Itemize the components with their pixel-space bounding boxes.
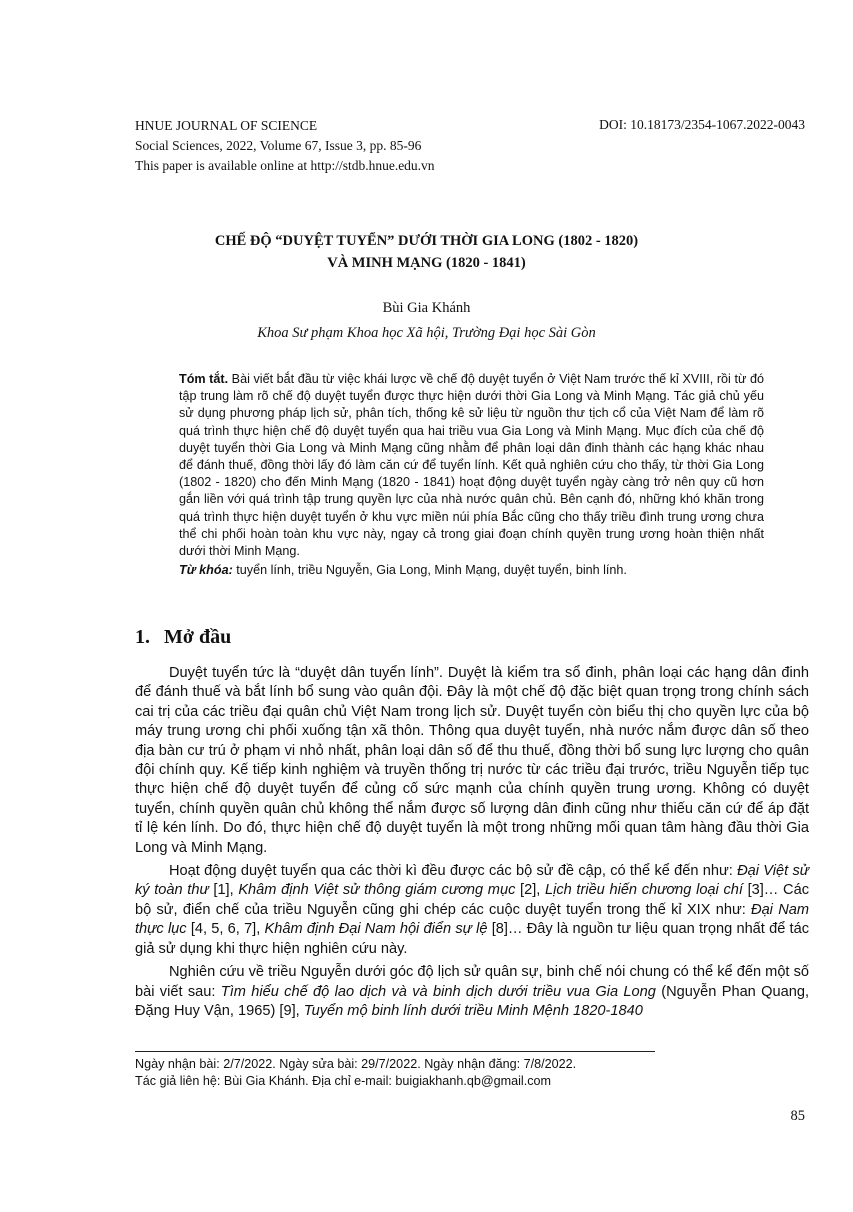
citation-title: Lịch triều hiến chương loại chí xyxy=(544,882,743,899)
section-title: Mở đầu xyxy=(164,626,232,648)
affiliation: Khoa Sư phạm Khoa học Xã hội, Trường Đại học Sài Gòn xyxy=(257,325,596,341)
paragraph-2: Hoạt động duyệt tuyển qua các thời kì đều được các bộ sử đề cập, có thể kể đến như: Đại Việt sử ký toàn thư [1], Khâm định Việt sử thông giám cương mục [2], Lịch triều hiến chương loại chí [3]… Các bộ sử, điển chế của triều Nguyễn cũng ghi chép các cuộc duyệt tuyển trong thế kỉ XIX như: Đại Nam thực lục [4, 5, 6, 7], Khâm định Đại Nam hội điển sự lệ [8]… Đây là nguồn tư liệu quan trọng nhất để tác giả sử dụng khi thực hiện nghiên cứu này. xyxy=(135,863,810,957)
citation-title: Tuyển mộ binh lính dưới triều Minh Mệnh 1820-1840 xyxy=(303,1002,643,1019)
paper-title-line-2: VÀ MINH MẠNG (1820 - 1841) xyxy=(327,255,526,271)
abstract-label: Tóm tắt. xyxy=(179,372,229,386)
keywords-text: tuyển lính, triều Nguyễn, Gia Long, Minh Mạng, duyệt tuyển, binh lính. xyxy=(232,563,627,578)
page-number: 85 xyxy=(790,1108,805,1124)
online-info: This paper is available online at http://stdb.hnue.edu.vn xyxy=(135,158,435,173)
citation-title: Đại Nam thực lục xyxy=(135,901,810,938)
citation-title: Tìm hiểu chế độ lao dịch và và binh dịch dưới triều vua Gia Long xyxy=(220,983,656,1000)
doi: DOI: 10.18173/2354-1067.2022-0043 xyxy=(599,117,805,132)
abstract-paragraph xyxy=(179,371,764,560)
citation-title: Khâm định Đại Nam hội điển sự lệ xyxy=(264,921,488,938)
journal-name: HNUE JOURNAL OF SCIENCE xyxy=(135,118,318,133)
issue-info: Social Sciences, 2022, Volume 67, Issue 3, pp. 85-96 xyxy=(135,138,422,153)
citation-title: Đại Việt sử ký toàn thư xyxy=(135,863,809,899)
keywords xyxy=(179,562,764,579)
paper-title-line-1: CHẾ ĐỘ “DUYỆT TUYỂN” DƯỚI THỜI GIA LONG (1802 - 1820) xyxy=(214,233,639,249)
footnote-rule xyxy=(135,1051,655,1052)
paragraph-1: Duyệt tuyển tức là “duyệt dân tuyển lính”. Duyệt là kiểm tra sổ đinh, phân loại các hạng dân đinh để đánh thuế và bắt lính bổ sung vào quân đội. Đây là một chế độ đặc biệt quan trọng trong chính sách cai trị của các triều đại quân chủ Việt Nam trong lịch sử. Duyệt tuyển còn biểu thị cho quyền lực của bộ máy trung ương chi phối xuống tận xã thôn. Thông qua duyệt tuyển, nhà nước nắm được dân số theo địa bàn cư trú ở phạm vi nhỏ nhất, phân loại dân số để thu thuế, đồng thời bổ sung lực lượng cho quân đội chính quy. Kế tiếp kinh nghiệm và truyền thống trị nước từ các triều đại trước, triều Nguyễn tiếp tục thực hiện chế độ duyệt tuyển để củng cố sức mạnh của chính quyền trung ương. Không có duyệt tuyển, chính quyền quân chủ không thể nắm được số lượng dân đinh cũng như thiếu căn cứ để áp đặt tỉ lệ kén lính. Do đó, thực hiện chế độ duyệt tuyển là một trong những mối quan tâm hàng đầu thời Gia Long và Minh Mạng. xyxy=(135,665,809,856)
section-heading xyxy=(135,626,231,649)
citation-title: Khâm định Việt sử thông giám cương mục xyxy=(238,882,516,899)
section-number: 1. xyxy=(135,626,150,648)
paragraph-3: Nghiên cứu về triều Nguyễn dưới góc độ lịch sử quân sự, binh chế nói chung có thể kể đến một số bài viết sau: Tìm hiểu chế độ lao dịch và và binh dịch dưới triều vua Gia Long (Nguyễn Phan Quang, Đặng Huy Vận, 1965) [9], Tuyển mộ binh lính dưới triều Minh Mệnh 1820-1840 xyxy=(135,964,810,1019)
footnote-dates: Ngày nhận bài: 2/7/2022. Ngày sửa bài: 29/7/2022. Ngày nhận đăng: 7/8/2022. xyxy=(135,1057,577,1071)
keywords-label: Từ khóa: xyxy=(179,563,233,578)
abstract xyxy=(179,371,764,579)
body-text xyxy=(135,664,809,1025)
abstract-text: Bài viết bắt đầu từ việc khái lược về chế độ duyệt tuyển ở Việt Nam trước thế kỉ XVIII, rồi từ đó tập trung làm rõ chế độ duyệt tuyển được thực hiện dưới thời Gia Long và Minh Mạng. Tác giả chủ yếu sử dụng phương pháp lịch sử, phân tích, thống kê sử liệu từ nguồn thư tịch cổ của Việt Nam để làm rõ quá trình thực hiện chế độ duyệt tuyển qua hai triều vua Gia Long và Minh Mạng. Mục đích của chế độ duyệt tuyển thời Gia Long và Minh Mạng cũng nhằm để phân loại dân đinh thành các hạng khác nhau để đánh thuế, đồng thời lấy đó làm căn cứ để tuyển lính. Kết quả nghiên cứu cho thấy, từ thời Gia Long (1802 - 1820) cho đến Minh Mạng (1820 - 1841) hoạt động duyệt tuyển ngày càng trở nên quy cũ hơn gắn liền với quá trình tập trung quyền lực của nhà nước quân chủ. Bên cạnh đó, những khó khăn trong quá trình thực hiện duyệt tuyển ở khu vực miền núi phía Bắc cũng cho thấy triều đình trung ương chưa thể chi phối hoàn toàn khu vực này, ngay cả trong giai đoạn chính quyền trung ương hoàn thiện nhất dưới thời Minh Mạng. xyxy=(179,372,764,559)
author: Bùi Gia Khánh xyxy=(382,300,471,316)
footnote-contact: Tác giả liên hệ: Bùi Gia Khánh. Địa chỉ e-mail: buigiakhanh.qb@gmail.com xyxy=(135,1074,551,1088)
